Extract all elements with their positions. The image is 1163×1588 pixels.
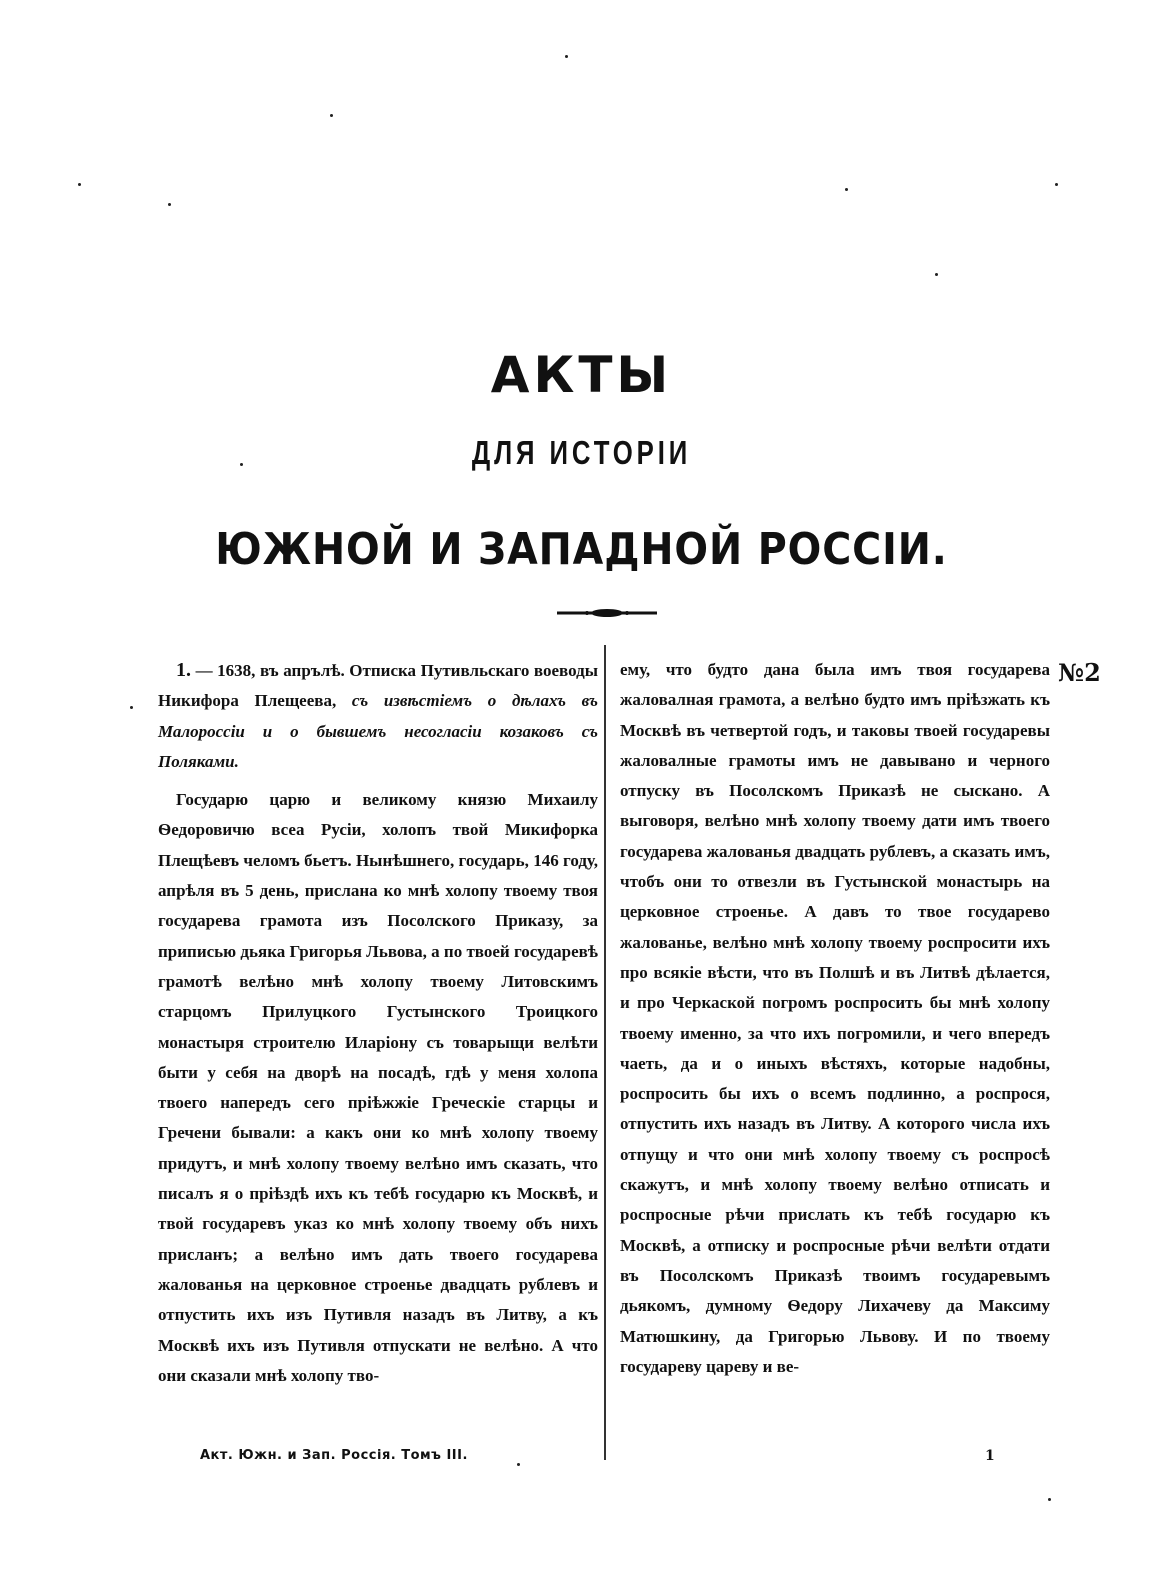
scan-speck [517,1463,520,1466]
page-title: АКТЫ [490,346,673,404]
scan-speck [565,55,568,58]
page-subtitle: ДЛЯ ИСТОРІИ [471,434,692,471]
scan-speck [168,203,171,206]
ornament-divider [555,604,659,622]
document-body-right: ему, что будто дана была имъ твоя государева жаловалная грамота, а велѣно будто имъ пріѣзжать къ Москвѣ въ четвертой годъ, и таковы твоей государевы жаловалные грамоты имъ не давывано и черного отпуску въ Посолскомъ Приказѣ не сыскано. А выговоря, велѣно мнѣ холопу твоему дати имъ твоего государева жалованья двадцать рублевъ, а сказать имъ, чтобъ они то отвезли въ Густынской монастырь на церковное строенье. А давъ то твое государево жалованье, велѣно мнѣ холопу твоему роспросити ихъ про всякіе вѣсти, что въ Полшѣ и въ Литвѣ дѣлается, и про Черкаской погромъ роспросить бы мнѣ холопу твоему именно, за что ихъ погромили, и чего впередъ чаеть, да и о иныхъ вѣстяхъ, которые надобны, роспросить бы ихъ о всемъ подлинно, а роспрося, отпустить ихъ назадъ въ Литву. А которого числа ихъ отпущу и что они мнѣ холопу твоему съ роспросѣ скажутъ, и мнѣ холопу твоему велѣно отписать и роспросные рѣчи прислать къ тебѣ государю къ Москвѣ, а отписку и роспросные рѣчи велѣти отдати въ Посолскомъ Приказѣ твоимъ государевымъ дьякомъ, думному Ѳедору Лихачеву да Максиму Матюшкину, да Григорью Львову. И по твоему государеву цареву и ве- [620,660,1050,1376]
page-mark: 1 [985,1448,995,1464]
scan-speck [1055,183,1058,186]
document-summary: съ извѣстіемъ о дѣлахъ въ Малороссіи и о бывшемъ несогласіи козаковъ съ Поляками. [158,691,598,771]
scan-speck [330,114,333,117]
document-number: 1. [176,659,191,681]
scan-speck [78,183,81,186]
page-title-region: ЮЖНОЙ И ЗАПАДНОЙ РОССІИ. [215,524,948,575]
scan-speck [845,188,848,191]
margin-note: №2 [1058,658,1101,687]
signature-line: Акт. Южн. и Зап. Россія. Томъ III. [200,1448,468,1463]
scan-speck [130,706,133,709]
document-heading [158,655,598,777]
document-body-left: Государю царю и великому князю Михаилу Ѳедоровичю всеа Русіи, холопъ твой Микифорка Плещѣевъ челомъ бьетъ. Нынѣшнего, государь, 146 году, апрѣля въ 5 день, прислана ко мнѣ холопу твоему твоя государева грамота изъ Посолского Приказу, за приписью дьяка Григорья Львова, а по твоей государевѣ грамотѣ велѣно мнѣ холопу твоему Литовскимъ старцомъ Прилуцкого Густынского Троицкого монастыря строителю Иларіону съ товарыщи велѣти быти у себя на дворѣ на посадѣ, гдѣ у меня холопа твоего напередъ сего пріѣжжіе Греческіе старцы и Гречени бывали: а какъ они ко мнѣ холопу твоему придутъ, и мнѣ холопу твоему велѣно имъ сказать, что писалъ я о пріѣздѣ ихъ къ тебѣ государю къ Москвѣ, и твой государевъ указ ко мнѣ холопу твоему объ нихъ присланъ; а велѣно имъ дать твоего государева жалованья на церковное строенье двадцать рублевъ и отпустить ихъ изъ Путивля назадъ въ Литву, а къ Москвѣ ихъ изъ Путивля отпускати не велѣно. А что они сказали мнѣ холопу тво- [158,790,598,1385]
document-date-description: — 1638, въ апрълѣ. Отписка Путивльскаго воеводы Никифора Плещеева, [158,661,598,711]
right-column [620,655,1050,1382]
column-divider [604,645,606,1460]
left-column [158,655,598,1391]
scan-speck [935,273,938,276]
scan-speck [1048,1498,1051,1501]
